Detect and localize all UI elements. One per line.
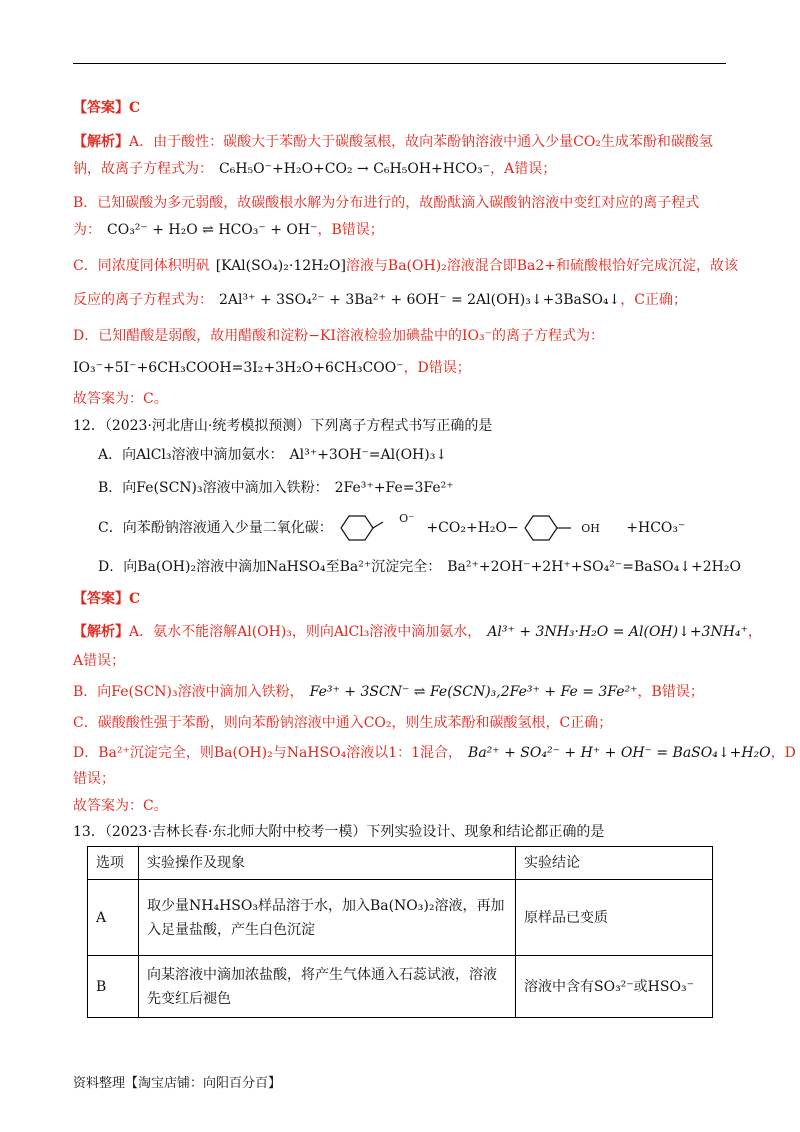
analysis-text: B．已知碳酸为多元弱酸，故碳酸根水解为分布进行的，故酚酞滴入碳酸钠溶液中变红对应的离子程式	[73, 195, 700, 211]
analysis-text: ，B错误；	[317, 222, 384, 238]
option-text: B．向Fe(SCN)₃溶液中滴加入铁粉：	[98, 480, 329, 496]
analysis-text: ，	[747, 624, 762, 640]
option-text: D．向Ba(OH)₂溶液中滴加NaHSO₄至Ba²⁺沉淀完全：	[98, 559, 442, 575]
ion-label: OH	[581, 522, 600, 535]
analysis-text: ，C正确；	[620, 292, 687, 308]
operation-line: 取少量NH₄HSO₃样品溶于水，加入Ba(NO₃)₂溶液，再加	[147, 897, 505, 914]
q11-analysis-b-line1	[73, 193, 699, 213]
analysis-text: 溶液与Ba(OH)₂溶液混合即Ba2+和硫酸根恰好完成沉淀，故该	[345, 258, 739, 274]
q12-analysis-a-line1	[73, 622, 762, 642]
q11-analysis-b-line2	[73, 220, 384, 240]
q11-analysis-d-line1	[73, 326, 604, 346]
q12-analysis-b	[73, 682, 704, 702]
analysis-tag: 【解析】	[73, 624, 129, 640]
q11-conclusion: 故答案为：C。	[73, 391, 168, 407]
equation: IO₃⁻+5I⁻+6CH₃COOH=3I₂+3H₂O+6CH₃COO⁻	[73, 360, 404, 376]
equation: Ba²⁺+2OH⁻+2H⁺+SO₄²⁻=BaSO₄↓+2H₂O	[447, 559, 741, 575]
row-conclusion: 原样品已变质	[516, 880, 713, 956]
q11-analysis-a-line1	[73, 132, 713, 152]
equation: Fe³⁺ + 3SCN⁻ ⇌ Fe(SCN)₃,2Fe³⁺ + Fe = 3Fe²⁺	[309, 684, 638, 700]
table-header-row	[88, 847, 713, 880]
q11-analysis-c-line1	[73, 256, 738, 276]
row-option: A	[88, 880, 139, 956]
equation: CO₃²⁻ + H₂O ⇌ HCO₃⁻ + OH⁻	[107, 222, 318, 238]
equation-part: +HCO₃⁻	[626, 520, 686, 536]
footer-source: 资料整理【淘宝店铺：向阳百分百】	[73, 1076, 282, 1091]
option-text: A．向AlCl₃溶液中滴加氨水：	[98, 447, 284, 463]
analysis-text: ，D	[770, 745, 796, 761]
header-operation: 实验操作及现象	[139, 847, 516, 880]
q12-analysis-d-line2: 错误；	[73, 771, 115, 787]
q12-answer-line	[73, 589, 140, 609]
q12-analysis-d-line1	[73, 743, 796, 763]
q12-option-a	[98, 445, 447, 465]
formula: [KAl(SO₄)₂·12H₂O]	[215, 258, 346, 274]
operation-line: 先变红后褪色	[147, 990, 231, 1007]
q11-analysis-c-line2	[73, 290, 687, 310]
q12-conclusion: 故答案为：C。	[73, 798, 168, 814]
equation: Al³⁺+3OH⁻=Al(OH)₃↓	[289, 447, 448, 463]
ion-label: O⁻	[399, 512, 414, 525]
analysis-text: ，D错误；	[403, 360, 471, 376]
analysis-text: D．已知醋酸是弱酸，故用醋酸和淀粉−KI溶液检验加碘盐中的IO₃⁻的离子方程式为：	[73, 328, 604, 344]
analysis-text: C．同浓度同体积明矾	[73, 258, 210, 274]
q11-analysis-a-line2	[73, 159, 556, 179]
q13-stem: 13．（2023·吉林长春·东北师大附中校考一模）下列实验设计、现象和结论都正确的是	[73, 824, 605, 840]
phenoxide-structure-icon	[337, 512, 399, 544]
answer-tag: 【答案】	[73, 100, 129, 116]
answer-value: C	[129, 591, 141, 607]
q12-option-d	[98, 557, 741, 577]
analysis-text: D．Ba²⁺沉淀完全，则Ba(OH)₂与NaHSO₄溶液以1：1混合，	[73, 745, 463, 761]
header-option: 选项	[88, 847, 139, 880]
analysis-text: 为：	[73, 222, 101, 238]
analysis-text: 钠，故离子方程式为：	[73, 161, 213, 177]
q11-analysis-d-line2	[73, 358, 471, 378]
table-row	[88, 956, 713, 1018]
row-operation	[139, 956, 516, 1018]
q12-option-b	[98, 478, 454, 498]
equation-part: +CO₂+H₂O−	[426, 520, 519, 536]
table-row	[88, 880, 713, 956]
header-rule	[73, 63, 726, 64]
q12-stem: 12．（2023·河北唐山·统考模拟预测）下列离子方程式书写正确的是	[73, 418, 493, 434]
row-option: B	[88, 956, 139, 1018]
analysis-text: ，B错误；	[637, 684, 704, 700]
answer-tag: 【答案】	[73, 591, 129, 607]
row-operation	[139, 880, 516, 956]
q12-option-c	[98, 512, 685, 544]
operation-line: 入足量盐酸，产生白色沉淀	[147, 921, 315, 938]
analysis-tag: 【解析】	[73, 134, 129, 150]
option-text: C．向苯酚钠溶液通入少量二氧化碳：	[98, 520, 333, 536]
equation: 2Fe³⁺+Fe=3Fe²⁺	[334, 480, 454, 496]
answer-value: C	[129, 100, 141, 116]
q12-analysis-c: C．碳酸酸性强于苯酚，则向苯酚钠溶液中通入CO₂，则生成苯酚和碳酸氢根，C正确；	[73, 715, 613, 731]
analysis-text: 反应的离子方程式为：	[73, 292, 213, 308]
analysis-text: B．向Fe(SCN)₃溶液中滴加入铁粉，	[73, 684, 304, 700]
analysis-text: A．由于酸性：碳酸大于苯酚大于碳酸氢根，故向苯酚钠溶液中通入少量CO₂生成苯酚和碳酸氢	[129, 134, 713, 150]
equation: Al³⁺ + 3NH₃·H₂O = Al(OH)↓+3NH₄⁺	[487, 624, 748, 640]
equation: 2Al³⁺ + 3SO₄²⁻ + 3Ba²⁺ + 6OH⁻ = 2Al(OH)₃↓+3BaSO₄↓	[219, 292, 621, 308]
q12-analysis-a-line2: A错误；	[73, 653, 126, 669]
operation-line: 向某溶液中滴加浓盐酸，将产生气体通入石蕊试液，溶液	[147, 966, 497, 983]
row-conclusion: 溶液中含有SO₃²⁻或HSO₃⁻	[516, 956, 713, 1018]
experiment-table	[87, 846, 713, 1018]
analysis-text: A．氨水不能溶解Al(OH)₃，则向AlCl₃溶液中滴加氨水，	[129, 624, 482, 640]
equation: C₆H₅O⁻+H₂O+CO₂ → C₆H₅OH+HCO₃⁻	[219, 161, 491, 177]
phenol-structure-icon	[523, 512, 581, 544]
q11-answer-line	[73, 98, 140, 118]
equation: Ba²⁺ + SO₄²⁻ + H⁺ + OH⁻ = BaSO₄↓+H₂O	[468, 745, 771, 761]
header-conclusion: 实验结论	[516, 847, 713, 880]
analysis-text: ，A错误；	[490, 161, 557, 177]
